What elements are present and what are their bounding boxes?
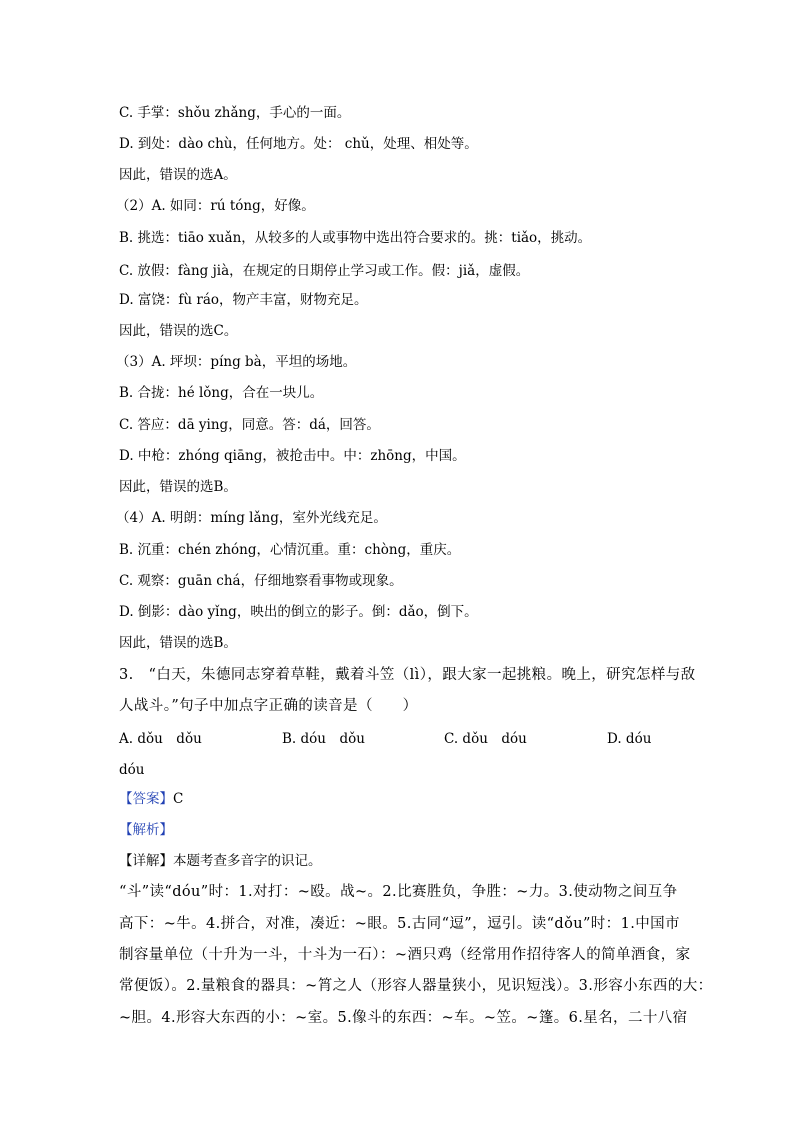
conclusion-line-3: 因此，错误的选B。 bbox=[119, 479, 237, 495]
detail-paragraph-line-5: ~胆。4.形容大东西的小：~室。5.像斗的东西：~车。~笠。~篷。6.星名，二十八宿 bbox=[119, 1010, 688, 1026]
analysis-line bbox=[119, 821, 173, 839]
detail-paragraph-line-2: 高下：~牛。4.拼合，对准，凑近：~眼。5.古同“逗”，逗引。读“dǒu”时：1.中国市 bbox=[119, 916, 680, 932]
text-line-2b-tiaoxuan: B. 挑选：tiāo xuǎn，从较多的人或事物中选出符合要求的。挑：tiǎo，挑动。 bbox=[119, 230, 592, 246]
text-line-2a-rutong: （2）A. 如同：rú tóng，好像。 bbox=[116, 198, 315, 214]
text-line-4d-daoying: D. 倒影：dào yǐng，映出的倒立的影子。倒：dǎo，倒下。 bbox=[119, 604, 478, 620]
answer-value: C bbox=[173, 791, 184, 807]
text-line-2d-furao: D. 富饶：fù ráo，物产丰富，财物充足。 bbox=[119, 292, 368, 308]
option-d-continued: dóu bbox=[119, 762, 145, 778]
conclusion-line-1: 因此，错误的选A。 bbox=[119, 167, 237, 183]
detail-paragraph-line-4: 常便饭）。2.量粮食的器具：~筲之人（形容人器量狭小，见识短浅）。3.形容小东西的大： bbox=[119, 978, 713, 994]
text-line-4a-minglang: （4）A. 明朗：míng lǎng，室外光线充足。 bbox=[116, 510, 387, 526]
option-d: D. dóu bbox=[607, 731, 652, 747]
answer-line bbox=[119, 790, 183, 808]
detail-paragraph-line-1: “斗”读“dóu”时：1.对打：~殴。战~。2.比赛胜负，争胜：~力。3.使动物之间互争 bbox=[119, 884, 678, 900]
conclusion-line-2: 因此，错误的选C。 bbox=[119, 323, 238, 339]
detail-tag: 【详解】 bbox=[119, 853, 173, 869]
text-line-3b-helong: B. 合拢：hé lǒng，合在一块儿。 bbox=[119, 385, 324, 401]
text-line-4c-guancha: C. 观察：guān chá，仔细地察看事物或现象。 bbox=[119, 573, 403, 589]
option-a: A. dǒu dǒu bbox=[119, 731, 202, 747]
text-line-4b-chenzhong: B. 沉重：chén zhóng，心情沉重。重：chòng，重庆。 bbox=[119, 542, 461, 558]
analysis-tag: 【解析】 bbox=[119, 822, 173, 838]
detail-intro: 本题考查多音字的识记。 bbox=[173, 853, 322, 869]
option-b: B. dóu dǒu bbox=[282, 731, 365, 747]
text-line-d-daochu: D. 到处：dào chù，任何地方。处： chǔ，处理、相处等。 bbox=[119, 136, 478, 152]
text-line-3d-zhongqiang: D. 中枪：zhóng qiāng，被抢击中。中：zhōng，中国。 bbox=[119, 448, 466, 464]
detail-line bbox=[119, 852, 322, 870]
answer-tag: 【答案】 bbox=[119, 791, 173, 807]
text-line-2c-fangjia: C. 放假：fàng jià，在规定的日期停止学习或工作。假：jiǎ，虚假。 bbox=[119, 263, 530, 279]
question-3-line-1: 3. “白天，朱德同志穿着草鞋，戴着斗笠（lì），跟大家一起挑粮。晚上，研究怎样与敌 bbox=[119, 667, 696, 683]
option-c: C. dǒu dóu bbox=[444, 731, 527, 747]
text-line-3c-daying: C. 答应：dā ying，同意。答：dá，回答。 bbox=[119, 417, 380, 433]
detail-paragraph-line-3: 制容量单位（十升为一斗，十斗为一石）：~酒只鸡（经常用作招待客人的简单酒食，家 bbox=[119, 947, 691, 963]
conclusion-line-4: 因此，错误的选B。 bbox=[119, 635, 237, 651]
text-line-c-shouzhang: C. 手掌：shǒu zhǎng，手心的一面。 bbox=[119, 105, 351, 121]
question-3-line-2: 人战斗。”句子中加点字正确的读音是（ ） bbox=[119, 698, 418, 714]
text-line-3a-pingba: （3）A. 坪坝：píng bà，平坦的场地。 bbox=[116, 354, 357, 370]
